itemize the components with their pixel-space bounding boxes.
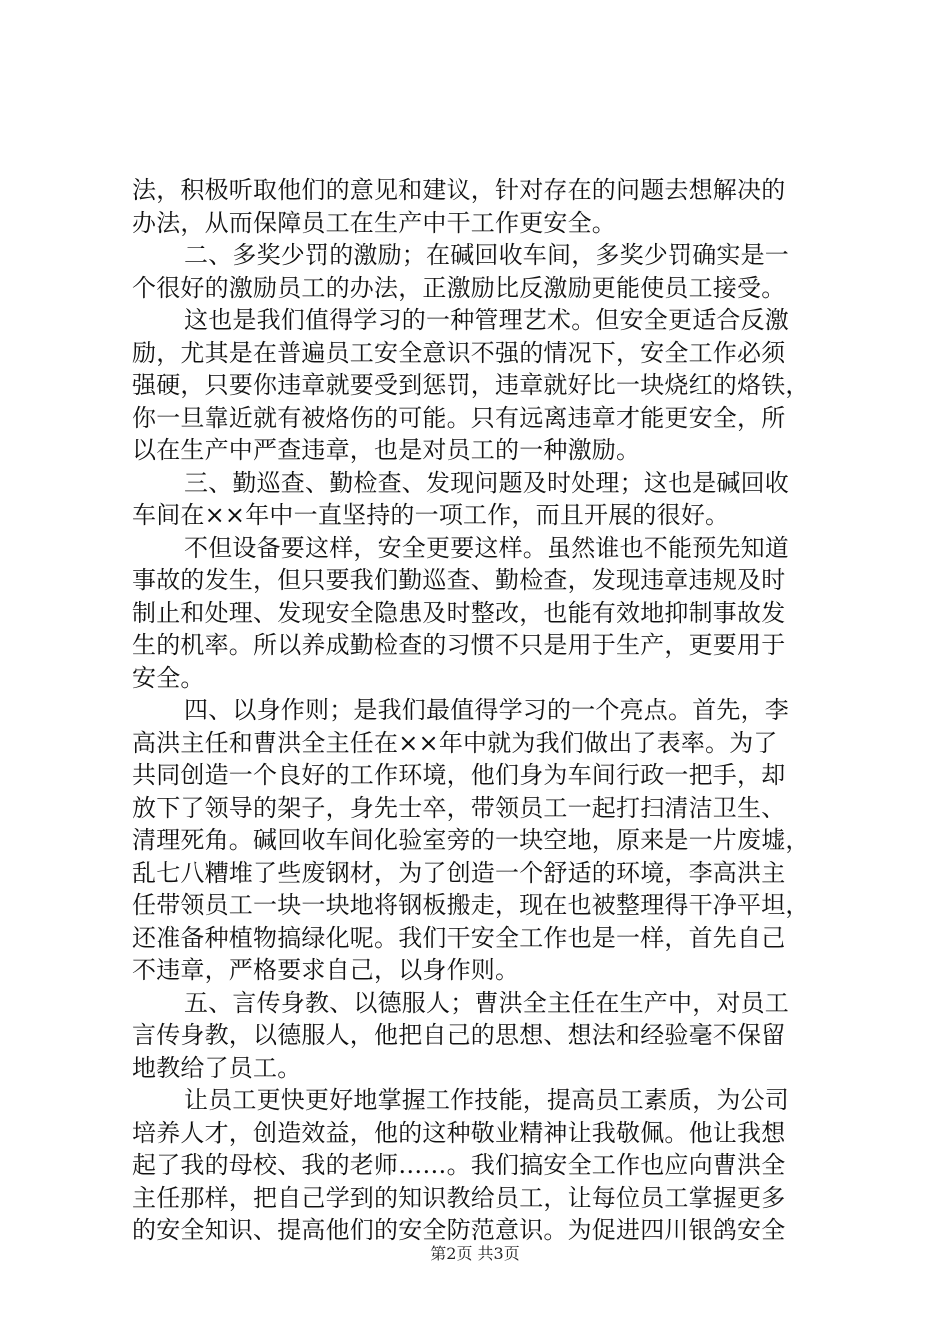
text-line: 地教给了员工。 xyxy=(132,1053,302,1082)
text-line: 不违章，严格要求自己，以身作则。 xyxy=(132,956,520,984)
text-line: 清理死角。碱回收车间化验室旁的一块空地，原来是一片废墟， xyxy=(132,826,810,854)
text-line: 个很好的激励员工的办法，正激励比反激励更能使员工接受。 xyxy=(132,273,786,302)
text-line: 办法，从而保障员工在生产中干工作更安全。 xyxy=(132,208,616,237)
text-line: 你一旦靠近就有被烙伤的可能。只有远离违章才能更安全，所 xyxy=(132,403,786,432)
document-body xyxy=(132,174,832,1247)
text-line: 共同创造一个良好的工作环境，他们身为车间行政一把手，却 xyxy=(132,761,786,789)
text-line: 的安全知识、提高他们的安全防范意识。为促进四川银鸽安全 xyxy=(132,1216,786,1244)
text-line: 乱七八糟堆了些废钢材，为了创造一个舒适的环境，李高洪主 xyxy=(132,858,786,887)
text-line: 不但设备要这样，安全更要这样。虽然谁也不能预先知道 xyxy=(184,533,789,562)
text-line: 事故的发生，但只要我们勤巡查、勤检查，发现违章违规及时 xyxy=(132,566,786,594)
text-line: 还准备种植物搞绿化呢。我们干安全工作也是一样，首先自己 xyxy=(132,923,786,952)
text-line: 这也是我们值得学习的一种管理艺术。但安全更适合反激 xyxy=(184,306,789,334)
page-number-footer: 第2页 共3页 xyxy=(430,1244,520,1263)
text-line: 制止和处理、发现安全隐患及时整改，也能有效地抑制事故发 xyxy=(132,598,786,627)
text-line: 三、勤巡查、勤检查、发现问题及时处理；这也是碱回收 xyxy=(184,468,789,497)
text-line: 法，积极听取他们的意见和建议，针对存在的问题去想解决的 xyxy=(132,176,786,204)
text-line: 四、以身作则；是我们最值得学习的一个亮点。首先，李 xyxy=(184,696,789,724)
text-line: 培养人才，创造效益，他的这种敬业精神让我敬佩。他让我想 xyxy=(132,1118,786,1147)
text-line: 任带领员工一块一块地将钢板搬走，现在也被整理得干净平坦， xyxy=(132,891,810,919)
text-line: 言传身教，以德服人，他把自己的思想、想法和经验毫不保留 xyxy=(132,1021,786,1049)
text-line: 高洪主任和曹洪全主任在××年中就为我们做出了表率。为了 xyxy=(132,728,778,757)
text-line: 励，尤其是在普遍员工安全意识不强的情况下，安全工作必须 xyxy=(132,338,786,367)
text-line: 以在生产中严查违章，也是对员工的一种激励。 xyxy=(132,436,641,464)
text-line: 强硬，只要你违章就要受到惩罚，违章就好比一块烧红的烙铁， xyxy=(132,371,810,399)
text-line: 车间在××年中一直坚持的一项工作，而且开展的很好。 xyxy=(132,501,730,529)
text-line: 安全。 xyxy=(132,663,205,692)
text-line: 放下了领导的架子，身先士卒，带领员工一起打扫清洁卫生、 xyxy=(132,793,786,822)
text-line: 二、多奖少罚的激励；在碱回收车间，多奖少罚确实是一 xyxy=(184,241,789,269)
text-line: 生的机率。所以养成勤检查的习惯不只是用于生产，更要用于 xyxy=(132,631,786,659)
text-line: 主任那样，把自己学到的知识教给员工，让每位员工掌握更多 xyxy=(132,1183,786,1212)
text-line: 起了我的母校、我的老师……。我们搞安全工作也应向曹洪全 xyxy=(132,1151,786,1179)
text-line: 让员工更快更好地掌握工作技能，提高员工素质，为公司 xyxy=(184,1086,789,1114)
text-line: 五、言传身教、以德服人；曹洪全主任在生产中，对员工 xyxy=(184,988,789,1017)
